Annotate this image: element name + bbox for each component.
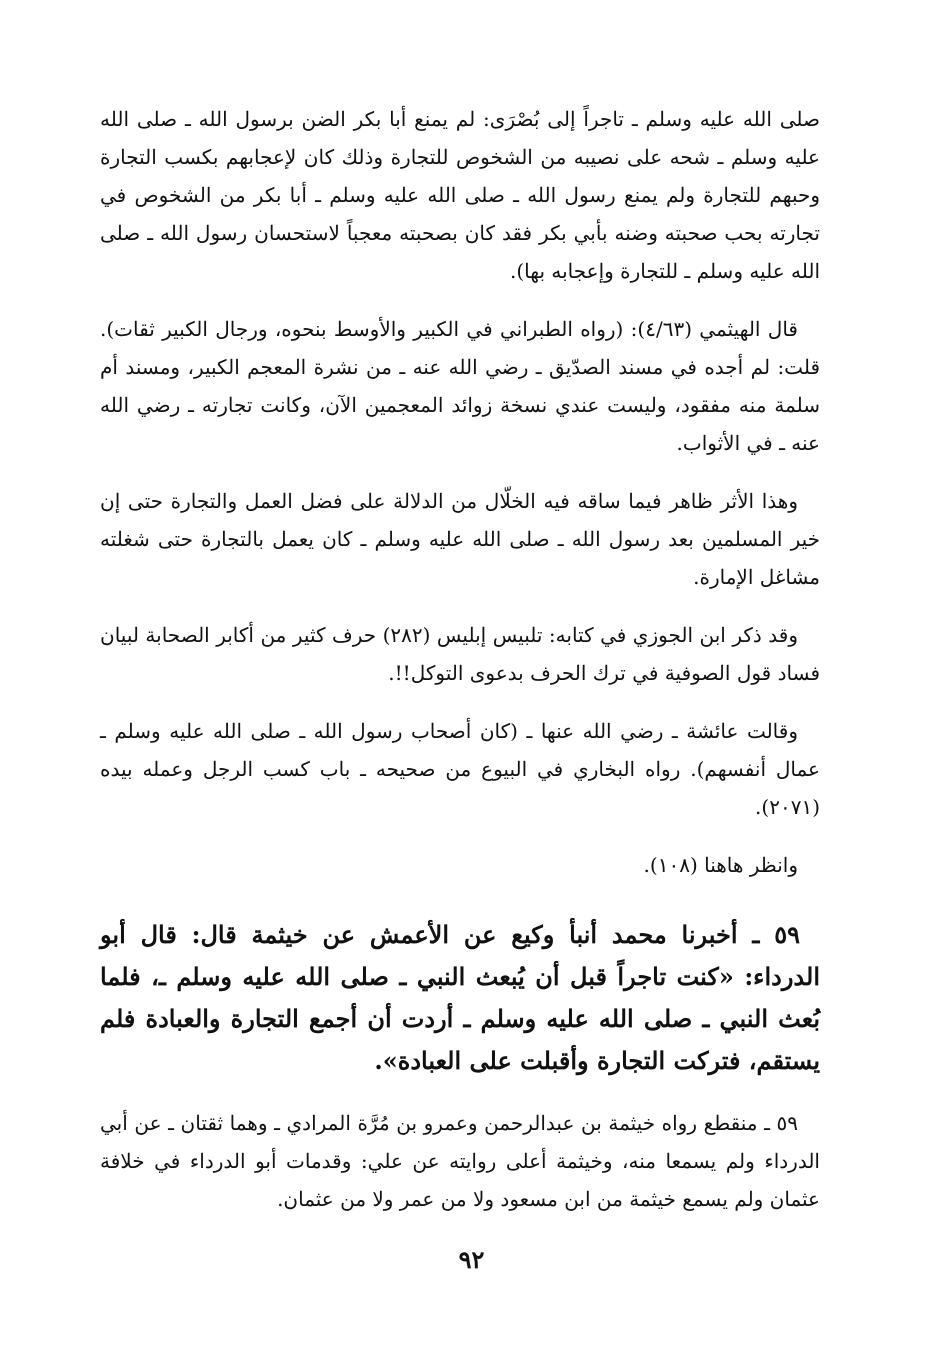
paragraph-aisha: وقالت عائشة ـ رضي الله عنها ـ (كان أصحاب رسول الله ـ صلى الله عليه وسلم ـ عمال أنفسهم). رواه البخاري في البيوع من صحيحه ـ باب كسب الرجل وعمله بيده (٢٠٧١). [100,719,820,819]
paragraph-ibn-jawzi: وقد ذكر ابن الجوزي في كتابه: تلبيس إبليس (٢٨٢) حرف كثير من أكابر الصحابة لبيان فساد قول الصوفية في ترك الحرف بدعوى التوكل!!. [100,623,820,685]
paragraph-see-also: وانظر هاهنا (١٠٨). [643,853,798,877]
hadith-footnote: ٥٩ ـ منقطع رواه خيثمة بن عبدالرحمن وعمرو بن مُرَّة المرادي ـ وهما ثقتان ـ عن أبي الدرداء ولم يسمعا منه، وخيثمة أعلى روايته عن علي: وقدمات أبو الدرداء في خلافة عثمان ولم يسمع خيثمة من ابن مسعود ولا من عمر ولا من عثمان. [100,1111,820,1211]
book-page [100,100,820,1218]
page-number: ٩٢ [458,1245,485,1274]
paragraph-haythami: قال الهيثمي (٤/٦٣): (رواه الطبراني في الكبير والأوسط بنحوه، ورجال الكبير ثقات). قلت: لم أجده في مسند الصدّيق ـ رضي الله عنه ـ من نشرة المعجم الكبير، ومسند أم سلمة منه مفقود، وليست عندي نسخة زوائد المعجمين الآن، وكانت تجارته ـ رضي الله عنه ـ في الأثواب. [100,317,820,455]
paragraph-athar: وهذا الأثر ظاهر فيما ساقه فيه الخلّال من الدلالة على فضل العمل والتجارة حتى إن خير المسلمين بعد رسول الله ـ صلى الله عليه وسلم ـ كان يعمل بالتجارة حتى شغلته مشاغل الإمارة. [100,489,820,589]
paragraph-continuation: صلى الله عليه وسلم ـ تاجراً إلى بُصْرَى: لم يمنع أبا بكر الضن برسول الله ـ صلى الله عليه وسلم ـ شحه على نصيبه من الشخوص للتجارة وذلك كان لإعجابهم بكسب التجارة وحبهم للتجارة ولم يمنع رسول الله ـ صلى الله عليه وسلم ـ أبا بكر من الشخوص في تجارته بحب صحبته وضنه بأبي بكر فقد كان بصحبته معجباً لاستحسان رسول الله ـ صلى الله عليه وسلم ـ للتجارة وإعجابه بها). [100,107,820,283]
hadith-text: ٥٩ ـ أخبرنا محمد أنبأ وكيع عن الأعمش عن خيثمة قال: قال أبو الدرداء: «كنت تاجراً قبل أن يُبعث النبي ـ صلى الله عليه وسلم ـ، فلما بُعث النبي ـ صلى الله عليه وسلم ـ أردت أن أجمع التجارة والعبادة فلم يستقم، فتركت التجارة وأقبلت على العبادة». [100,920,820,1075]
